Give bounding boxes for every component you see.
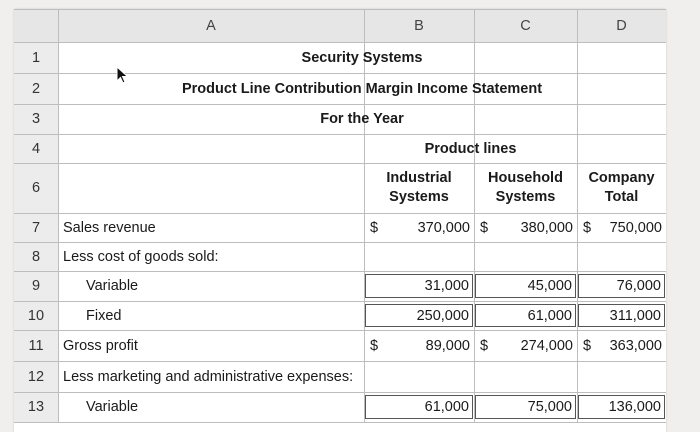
row-header-9[interactable]: 9 xyxy=(14,271,58,301)
spreadsheet xyxy=(14,9,666,432)
grid-hline xyxy=(14,9,666,10)
value-cell-d[interactable]: 363,000 xyxy=(609,337,662,354)
row-header-1[interactable]: 1 xyxy=(14,42,58,73)
value-cell-b[interactable]: 31,000 xyxy=(365,274,473,298)
dollar-sign: $ xyxy=(480,337,489,354)
row-header-13[interactable]: 13 xyxy=(14,392,58,422)
row-header-11[interactable]: 11 xyxy=(14,330,58,361)
value-cell-c[interactable]: 380,000 xyxy=(520,219,573,236)
header-household-systems-line-2: Systems xyxy=(495,189,556,205)
header-company-total-line-1: Company xyxy=(588,170,655,186)
row-header-7[interactable]: 7 xyxy=(14,213,58,242)
value-cell-b[interactable]: 61,000 xyxy=(365,395,473,419)
row-label[interactable]: Variable xyxy=(86,399,139,415)
header-industrial-systems[interactable] xyxy=(364,163,474,213)
dollar-sign: $ xyxy=(583,219,592,236)
column-header-c[interactable]: C xyxy=(474,9,577,42)
header-household-systems-line-1: Household xyxy=(488,170,563,186)
column-header-d[interactable]: D xyxy=(577,9,666,42)
row-label[interactable]: Sales revenue xyxy=(63,219,156,236)
column-header-b[interactable]: B xyxy=(364,9,474,42)
dollar-sign: $ xyxy=(370,219,379,236)
title-statement[interactable]: Product Line Contribution Margin Income Statement xyxy=(181,80,543,97)
header-industrial-systems-line-1: Industrial xyxy=(386,170,452,186)
header-household-systems[interactable] xyxy=(474,163,577,213)
product-lines-header[interactable]: Product lines xyxy=(424,140,517,157)
grid-hline xyxy=(14,422,666,423)
value-cell-c[interactable]: 61,000 xyxy=(475,304,576,327)
value-cell-d[interactable]: 750,000 xyxy=(609,219,662,236)
row-label[interactable]: Fixed xyxy=(86,307,122,324)
dollar-sign: $ xyxy=(480,219,489,236)
value-cell-c[interactable]: 274,000 xyxy=(520,337,573,354)
spreadsheet-grid xyxy=(14,9,666,432)
value-cell-b[interactable]: 250,000 xyxy=(365,304,473,327)
title-company[interactable]: Security Systems xyxy=(301,49,423,66)
value-cell-d[interactable]: 76,000 xyxy=(578,274,665,298)
mouse-pointer-icon xyxy=(116,66,130,84)
value-cell-b[interactable]: 370,000 xyxy=(417,219,470,236)
header-industrial-systems-line-2: Systems xyxy=(389,189,449,205)
row-header-6[interactable]: 6 xyxy=(14,163,58,213)
row-header-12[interactable]: 12 xyxy=(14,361,58,392)
row-header-3[interactable]: 3 xyxy=(14,104,58,134)
header-company-total-line-2: Total xyxy=(604,189,639,205)
value-cell-d[interactable]: 136,000 xyxy=(578,395,665,419)
row-header-10[interactable]: 10 xyxy=(14,301,58,330)
header-company-total[interactable] xyxy=(577,163,666,213)
row-label[interactable]: Gross profit xyxy=(63,337,138,354)
row-label[interactable]: Less marketing and administrative expenses: xyxy=(63,368,354,385)
row-header-8[interactable]: 8 xyxy=(14,242,58,271)
title-period[interactable]: For the Year xyxy=(320,111,404,127)
dollar-sign: $ xyxy=(370,337,379,354)
dollar-sign: $ xyxy=(583,337,592,354)
value-cell-c[interactable]: 45,000 xyxy=(475,274,576,298)
value-cell-b[interactable]: 89,000 xyxy=(425,337,470,354)
column-header-a[interactable]: A xyxy=(58,9,364,42)
row-header-2[interactable]: 2 xyxy=(14,73,58,104)
value-cell-c[interactable]: 75,000 xyxy=(475,395,576,419)
row-label[interactable]: Variable xyxy=(86,278,139,294)
row-label[interactable]: Less cost of goods sold: xyxy=(63,248,219,265)
corner-cell[interactable] xyxy=(14,9,58,42)
value-cell-d[interactable]: 311,000 xyxy=(578,304,665,327)
row-header-4[interactable]: 4 xyxy=(14,134,58,163)
